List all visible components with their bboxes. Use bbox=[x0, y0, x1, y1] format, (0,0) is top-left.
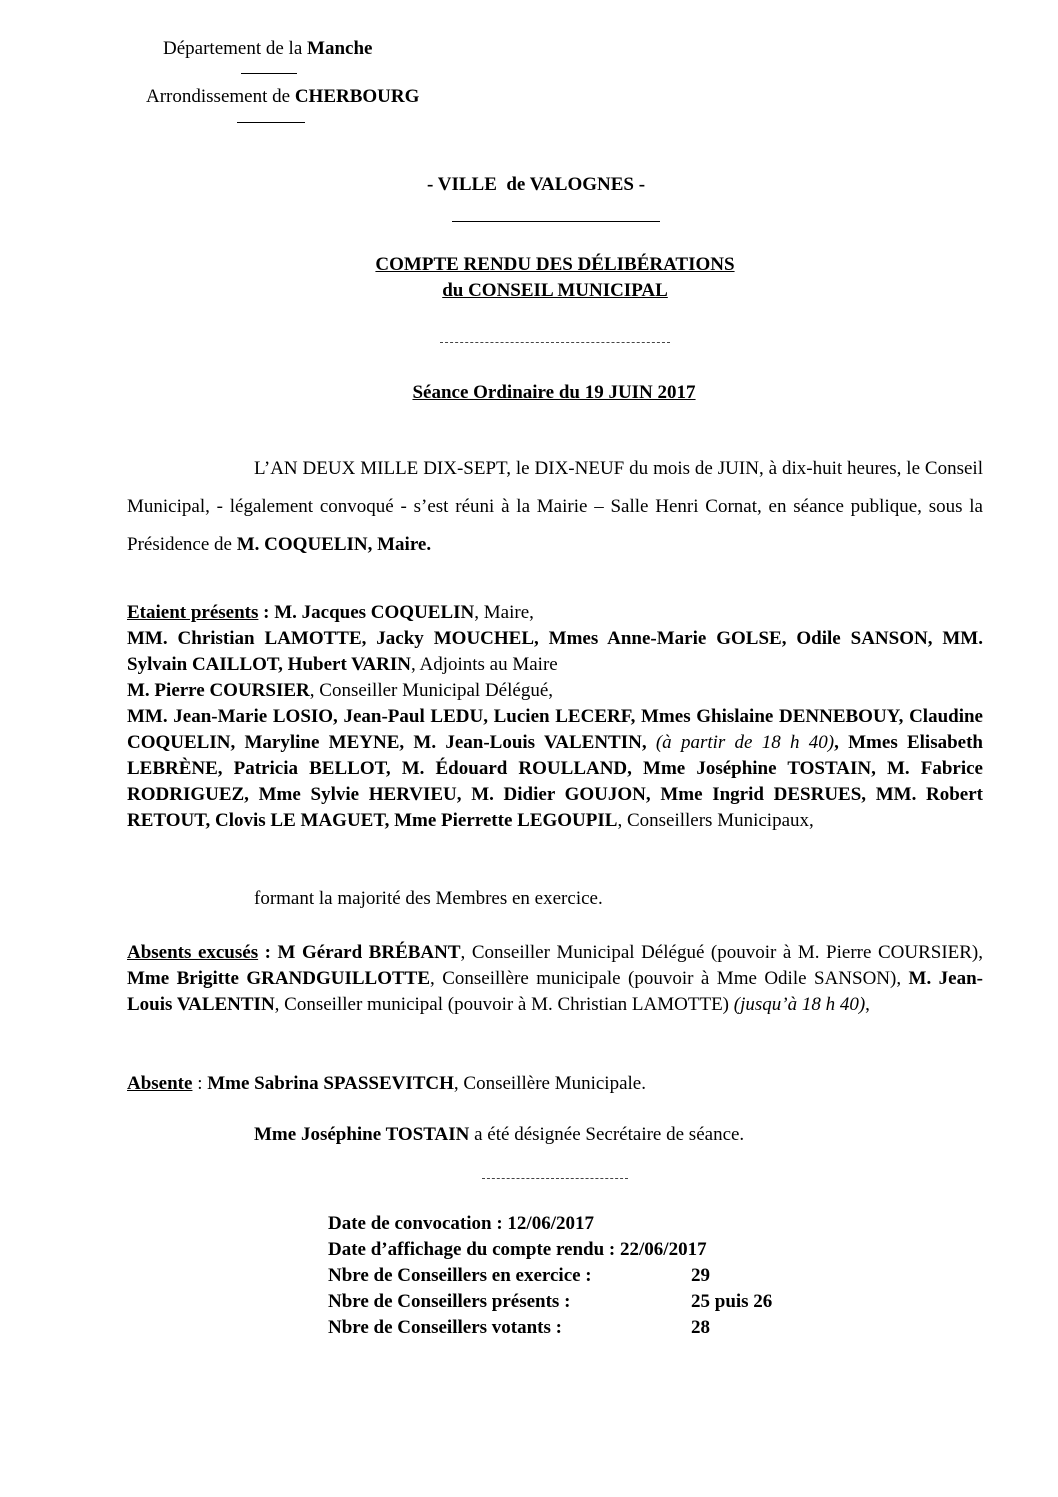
fact-row: Nbre de Conseillers en exercice : 29 bbox=[328, 1263, 772, 1289]
presents-block bbox=[127, 600, 983, 834]
fact-row: Date de convocation : 12/06/2017 bbox=[328, 1213, 594, 1234]
fact-row: Nbre de Conseillers votants : 28 bbox=[328, 1315, 772, 1341]
compte-rendu-title bbox=[0, 252, 1058, 304]
secretaire-name: Mme Joséphine TOSTAIN bbox=[254, 1124, 470, 1145]
presents-label: Etaient présents bbox=[127, 602, 259, 623]
presents-line-maire: Etaient présents : M. Jacques COQUELIN, Maire, bbox=[127, 602, 534, 623]
fact-value: 25 puis 26 bbox=[691, 1291, 773, 1312]
departement-name: Manche bbox=[307, 38, 373, 59]
opening-president: M. COQUELIN, Maire. bbox=[236, 534, 432, 555]
absents-excuses-label: Absents excusés bbox=[127, 942, 259, 963]
arrondissement-name: CHERBOURG bbox=[294, 86, 420, 107]
opening-paragraph bbox=[127, 450, 983, 564]
title-dashed-rule bbox=[440, 342, 670, 343]
departement-line bbox=[163, 38, 372, 60]
absents-excuses-block: Absents excusés : M Gérard BRÉBANT, Conseiller Municipal Délégué (pouvoir à M. Pierre COURSIER), Mme Brigitte GRANDGUILLOTTE, Conseillère municipale (pouvoir à Mme Odile SANSON), M. Jean-Louis VALENTIN, Conseiller municipal (pouvoir à M. Christian LAMOTTE) (jusqu’à 18 h 40), bbox=[127, 942, 983, 1015]
header-rule-2 bbox=[237, 122, 305, 123]
ville-rule bbox=[452, 221, 660, 222]
fact-value: 28 bbox=[691, 1317, 710, 1338]
absente-block: Absente : Mme Sabrina SPASSEVITCH, Conseillère Municipale. bbox=[127, 1073, 646, 1094]
secretaire-dashed-rule bbox=[482, 1178, 628, 1179]
ville-title: - VILLE de VALOGNES - bbox=[427, 174, 646, 195]
opening-text: L’AN DEUX MILLE DIX-SEPT, le DIX-NEUF du mois de JUIN, à dix-huit heures, le Conseil Municipal, - légalement convoqué - s’est réuni à la Mairie – Salle Henri Cornat, en séance publique, sous la Présidence de bbox=[127, 458, 983, 555]
secretaire-line: Mme Joséphine TOSTAIN a été désignée Secrétaire de séance. bbox=[254, 1124, 745, 1145]
arrondissement-line bbox=[146, 86, 419, 108]
fact-row: Nbre de Conseillers présents : 25 puis 26 bbox=[328, 1289, 772, 1315]
departement-prefix: Département de la bbox=[163, 38, 308, 59]
fact-value: 29 bbox=[691, 1265, 710, 1286]
majorite-line: formant la majorité des Membres en exercice. bbox=[254, 888, 603, 909]
presents-adjoints: MM. Christian LAMOTTE, Jacky MOUCHEL, Mmes Anne-Marie GOLSE, Odile SANSON, MM. Sylvain CAILLOT, Hubert VARIN, Adjoints au Maire bbox=[127, 628, 983, 675]
maire-name: M. Jacques COQUELIN bbox=[274, 602, 475, 623]
seance-title: Séance Ordinaire du 19 JUIN 2017 bbox=[412, 382, 696, 403]
compte-rendu-line-1: COMPTE RENDU DES DÉLIBÉRATIONS bbox=[375, 254, 735, 275]
header-rule-1 bbox=[241, 73, 297, 74]
presents-conseillers: MM. Jean-Marie LOSIO, Jean-Paul LEDU, Lucien LECERF, Mmes Ghislaine DENNEBOUY, Claudine COQUELIN, Maryline MEYNE, M. Jean-Louis VALENTIN, (à partir de 18 h 40), Mmes Elisabeth LEBRÈNE, Patricia BELLOT, M. Édouard ROULLAND, Mme Joséphine TOSTAIN, M. Fabrice RODRIGUEZ, Mme Sylvie HERVIEU, M. Didier GOUJON, Mme Ingrid DESRUES, MM. Robert RETOUT, Clovis LE MAGUET, Mme Pierrette LEGOUPIL, Conseillers Municipaux, bbox=[127, 706, 983, 831]
fact-row: Date d’affichage du compte rendu : 22/06/2017 bbox=[328, 1239, 707, 1260]
absente-label: Absente bbox=[127, 1073, 193, 1094]
arrondissement-prefix: Arrondissement de bbox=[146, 86, 295, 107]
compte-rendu-line-2: du CONSEIL MUNICIPAL bbox=[442, 280, 668, 301]
facts-block bbox=[328, 1211, 772, 1341]
presents-delegue: M. Pierre COURSIER, Conseiller Municipal Délégué, bbox=[127, 680, 554, 701]
